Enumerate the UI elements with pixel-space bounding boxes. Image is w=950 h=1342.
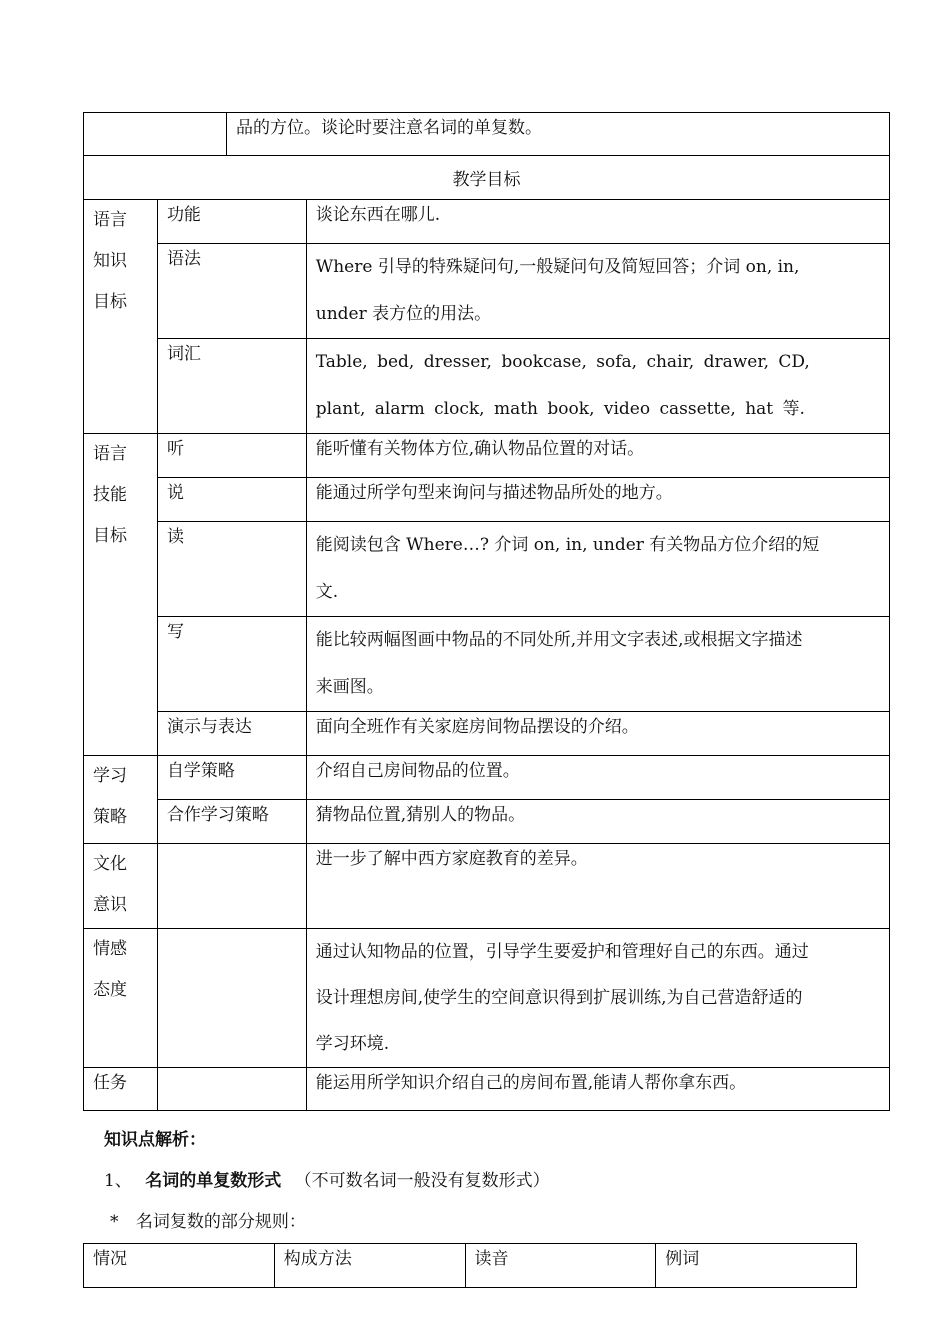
sub-heading: 名词复数的部分规则： xyxy=(135,1212,306,1232)
culture-desc: 进一步了解中西方家庭教育的差异。 xyxy=(306,844,889,929)
fragment-empty-cell xyxy=(84,113,227,156)
objectives-title: 教学目标 xyxy=(84,156,890,200)
header-situation: 情况 xyxy=(84,1244,275,1288)
header-formation: 构成方法 xyxy=(274,1244,465,1288)
grammar-desc: Where 引导的特殊疑问句,一般疑问句及简短回答；介词 on, in, under 表方位的用法。 xyxy=(306,244,889,339)
vocabulary-desc: Table, bed, dresser, bookcase, sofa, chair, drawer, CD, plant, alarm clock, math book, video cassette, hat 等. xyxy=(306,339,889,434)
cooperative-desc: 猜物品位置,猜别人的物品。 xyxy=(306,800,889,844)
fragment-text: 品的方位。谈论时要注意名词的单复数。 xyxy=(227,113,890,156)
self-study-desc: 介绍自己房间物品的位置。 xyxy=(306,756,889,800)
presentation-desc: 面向全班作有关家庭房间物品摆设的介绍。 xyxy=(306,712,889,756)
sub-heading-line xyxy=(110,1207,306,1232)
item-vocabulary: 词汇 xyxy=(157,339,306,434)
point-note: （不可数名词一般没有复数形式） xyxy=(294,1171,550,1191)
task-category: 任务 xyxy=(84,1068,158,1111)
item-function: 功能 xyxy=(157,200,306,244)
writing-desc: 能比较两幅图画中物品的不同处所,并用文字表述,或根据文字描述 来画图。 xyxy=(306,617,889,712)
reading-desc: 能阅读包含 Where…? 介词 on, in, under 有关物品方位介绍的短 文. xyxy=(306,522,889,617)
function-desc: 谈论东西在哪儿. xyxy=(306,200,889,244)
culture-category: 文化 意识 xyxy=(84,844,158,929)
header-pronunciation: 读音 xyxy=(465,1244,656,1288)
strategy-category: 学习 策略 xyxy=(84,756,158,844)
teaching-objectives-table xyxy=(83,155,890,1111)
plural-rules-table xyxy=(83,1243,857,1288)
bullet-marker: * xyxy=(110,1212,119,1232)
skills-category: 语言 技能 目标 xyxy=(84,434,158,756)
knowledge-category: 语言 知识 目标 xyxy=(84,200,158,434)
item-writing: 写 xyxy=(157,617,306,712)
item-reading: 读 xyxy=(157,522,306,617)
item-listening: 听 xyxy=(157,434,306,478)
header-examples: 例词 xyxy=(656,1244,857,1288)
item-cooperative: 合作学习策略 xyxy=(157,800,306,844)
task-empty-cell xyxy=(157,1068,306,1111)
item-grammar: 语法 xyxy=(157,244,306,339)
item-speaking: 说 xyxy=(157,478,306,522)
speaking-desc: 能通过所学句型来询问与描述物品所处的地方。 xyxy=(306,478,889,522)
point-title: 名词的单复数形式 xyxy=(145,1171,282,1191)
item-presentation: 演示与表达 xyxy=(157,712,306,756)
item-self-study: 自学策略 xyxy=(157,756,306,800)
task-desc: 能运用所学知识介绍自己的房间布置,能请人帮你拿东西。 xyxy=(306,1068,889,1111)
culture-empty-cell xyxy=(157,844,306,929)
listening-desc: 能听懂有关物体方位,确认物品位置的对话。 xyxy=(306,434,889,478)
emotion-empty-cell xyxy=(157,929,306,1068)
emotion-desc: 通过认知物品的位置，引导学生要爱护和管理好自己的东西。通过 设计理想房间,使学生的空间意识得到扩展训练,为自己营造舒适的 学习环境. xyxy=(306,929,889,1068)
point-number: 1、 xyxy=(104,1171,132,1191)
point-1 xyxy=(104,1166,550,1191)
analysis-heading: 知识点解析： xyxy=(104,1130,206,1150)
emotion-category: 情感 态度 xyxy=(84,929,158,1068)
previous-table-fragment xyxy=(83,112,890,156)
